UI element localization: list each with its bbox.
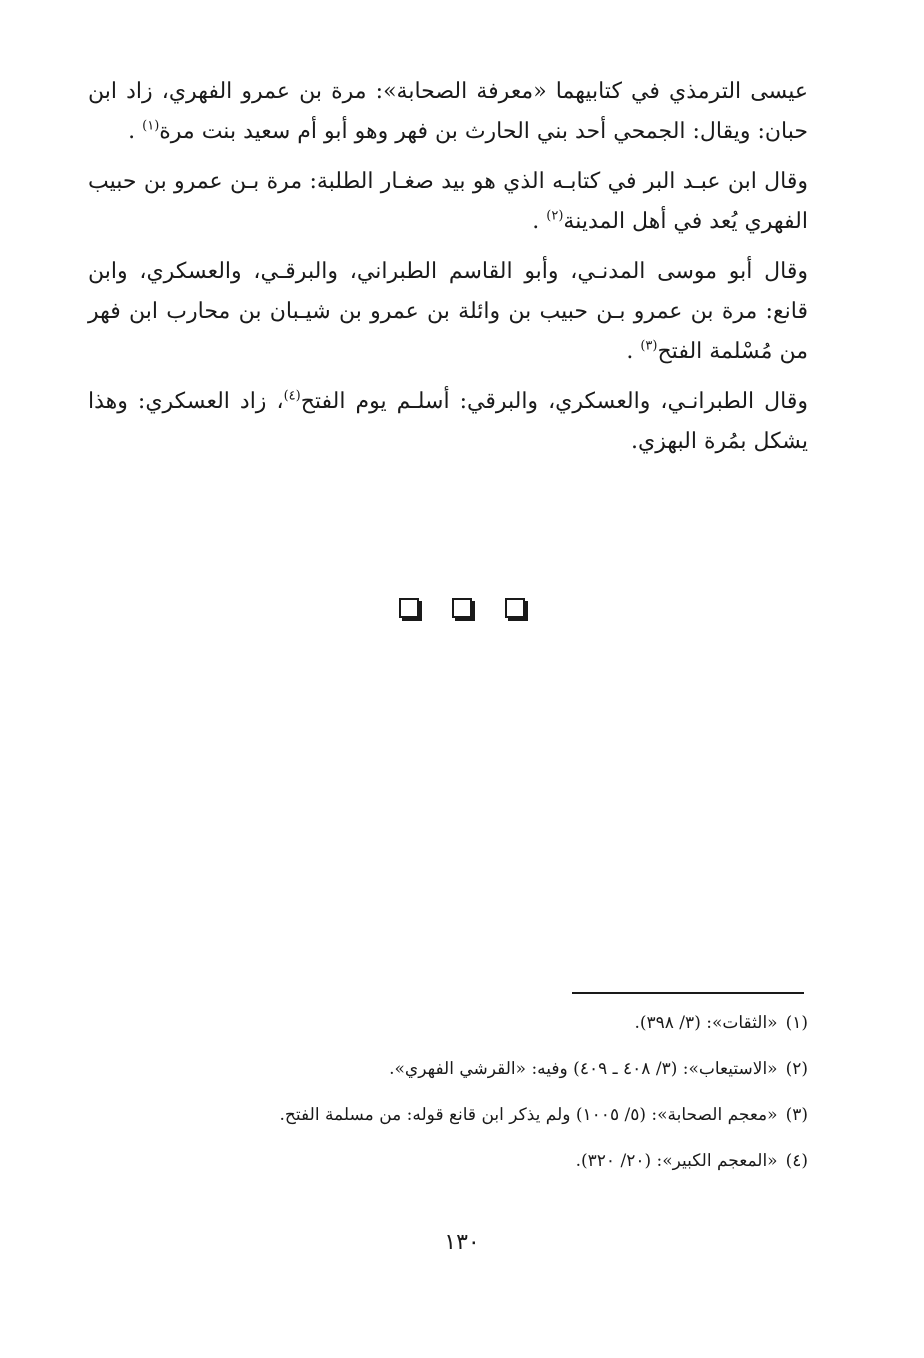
footnote-ref-1: (١) [142, 118, 160, 134]
footnote-3: (٣)«معجم الصحابة»: (٥/ ١٠٠٥) ولم يذكر ابن قانع قوله: من مسلمة الفتح. [279, 1105, 808, 1125]
footnote-1: (١)«الثقات»: (٣/ ٣٩٨). [634, 1013, 808, 1033]
section-divider [0, 598, 924, 622]
square-ornament-icon [505, 598, 525, 618]
footnote-ref-2: (٢) [546, 208, 564, 224]
paragraph-3: وقال أبو موسى المدنـي، وأبو القاسم الطبراني، والبرقـي، والعسكري، وابن قانع: مرة بن عمرو بـن حبيب بن وائلة بن عمرو بن شيـبان بن محارب ابن فهر من مُسْلمة الفتح$^{(٣)}$ . [88, 259, 808, 364]
footnote-ref-4: (٤) [283, 388, 301, 404]
square-ornament-icon [452, 598, 472, 618]
footnote-ref-3: (٣) [640, 338, 658, 354]
footnotes [120, 1012, 808, 1196]
square-ornament-icon [399, 598, 419, 618]
main-text [88, 72, 808, 472]
paragraph-1: عيسى الترمذي في كتابيهما «معرفة الصحابة»: مرة بن عمرو الفهري، زاد ابن حبان: ويقال: الجمحي أحد بني الحارث بن فهر وهو أبو أم سعيد بنت مرة$^{(١)}$ . [88, 79, 808, 144]
footnote-2: (٢)«الاستيعاب»: (٣/ ٤٠٨ ـ ٤٠٩) وفيه: «القرشي الفهري». [389, 1059, 808, 1079]
page-number: ١٣٠ [444, 1230, 480, 1255]
paragraph-4: وقال الطبرانـي، والعسكري، والبرقي: أسلـم يوم الفتح$^{(٤)}$، زاد العسكري: وهذا يشكل بمُرة البهزي. [88, 388, 808, 454]
footnote-4: (٤)«المعجم الكبير»: (٢٠/ ٣٢٠). [575, 1151, 808, 1171]
paragraph-2: وقال ابن عبـد البر في كتابـه الذي هو بيد صغـار الطلبة: مرة بـن عمرو بن حبيب الفهري يُعد في أهل المدينة$^{(٢)}$ . [88, 169, 808, 234]
footnote-separator [572, 992, 804, 994]
